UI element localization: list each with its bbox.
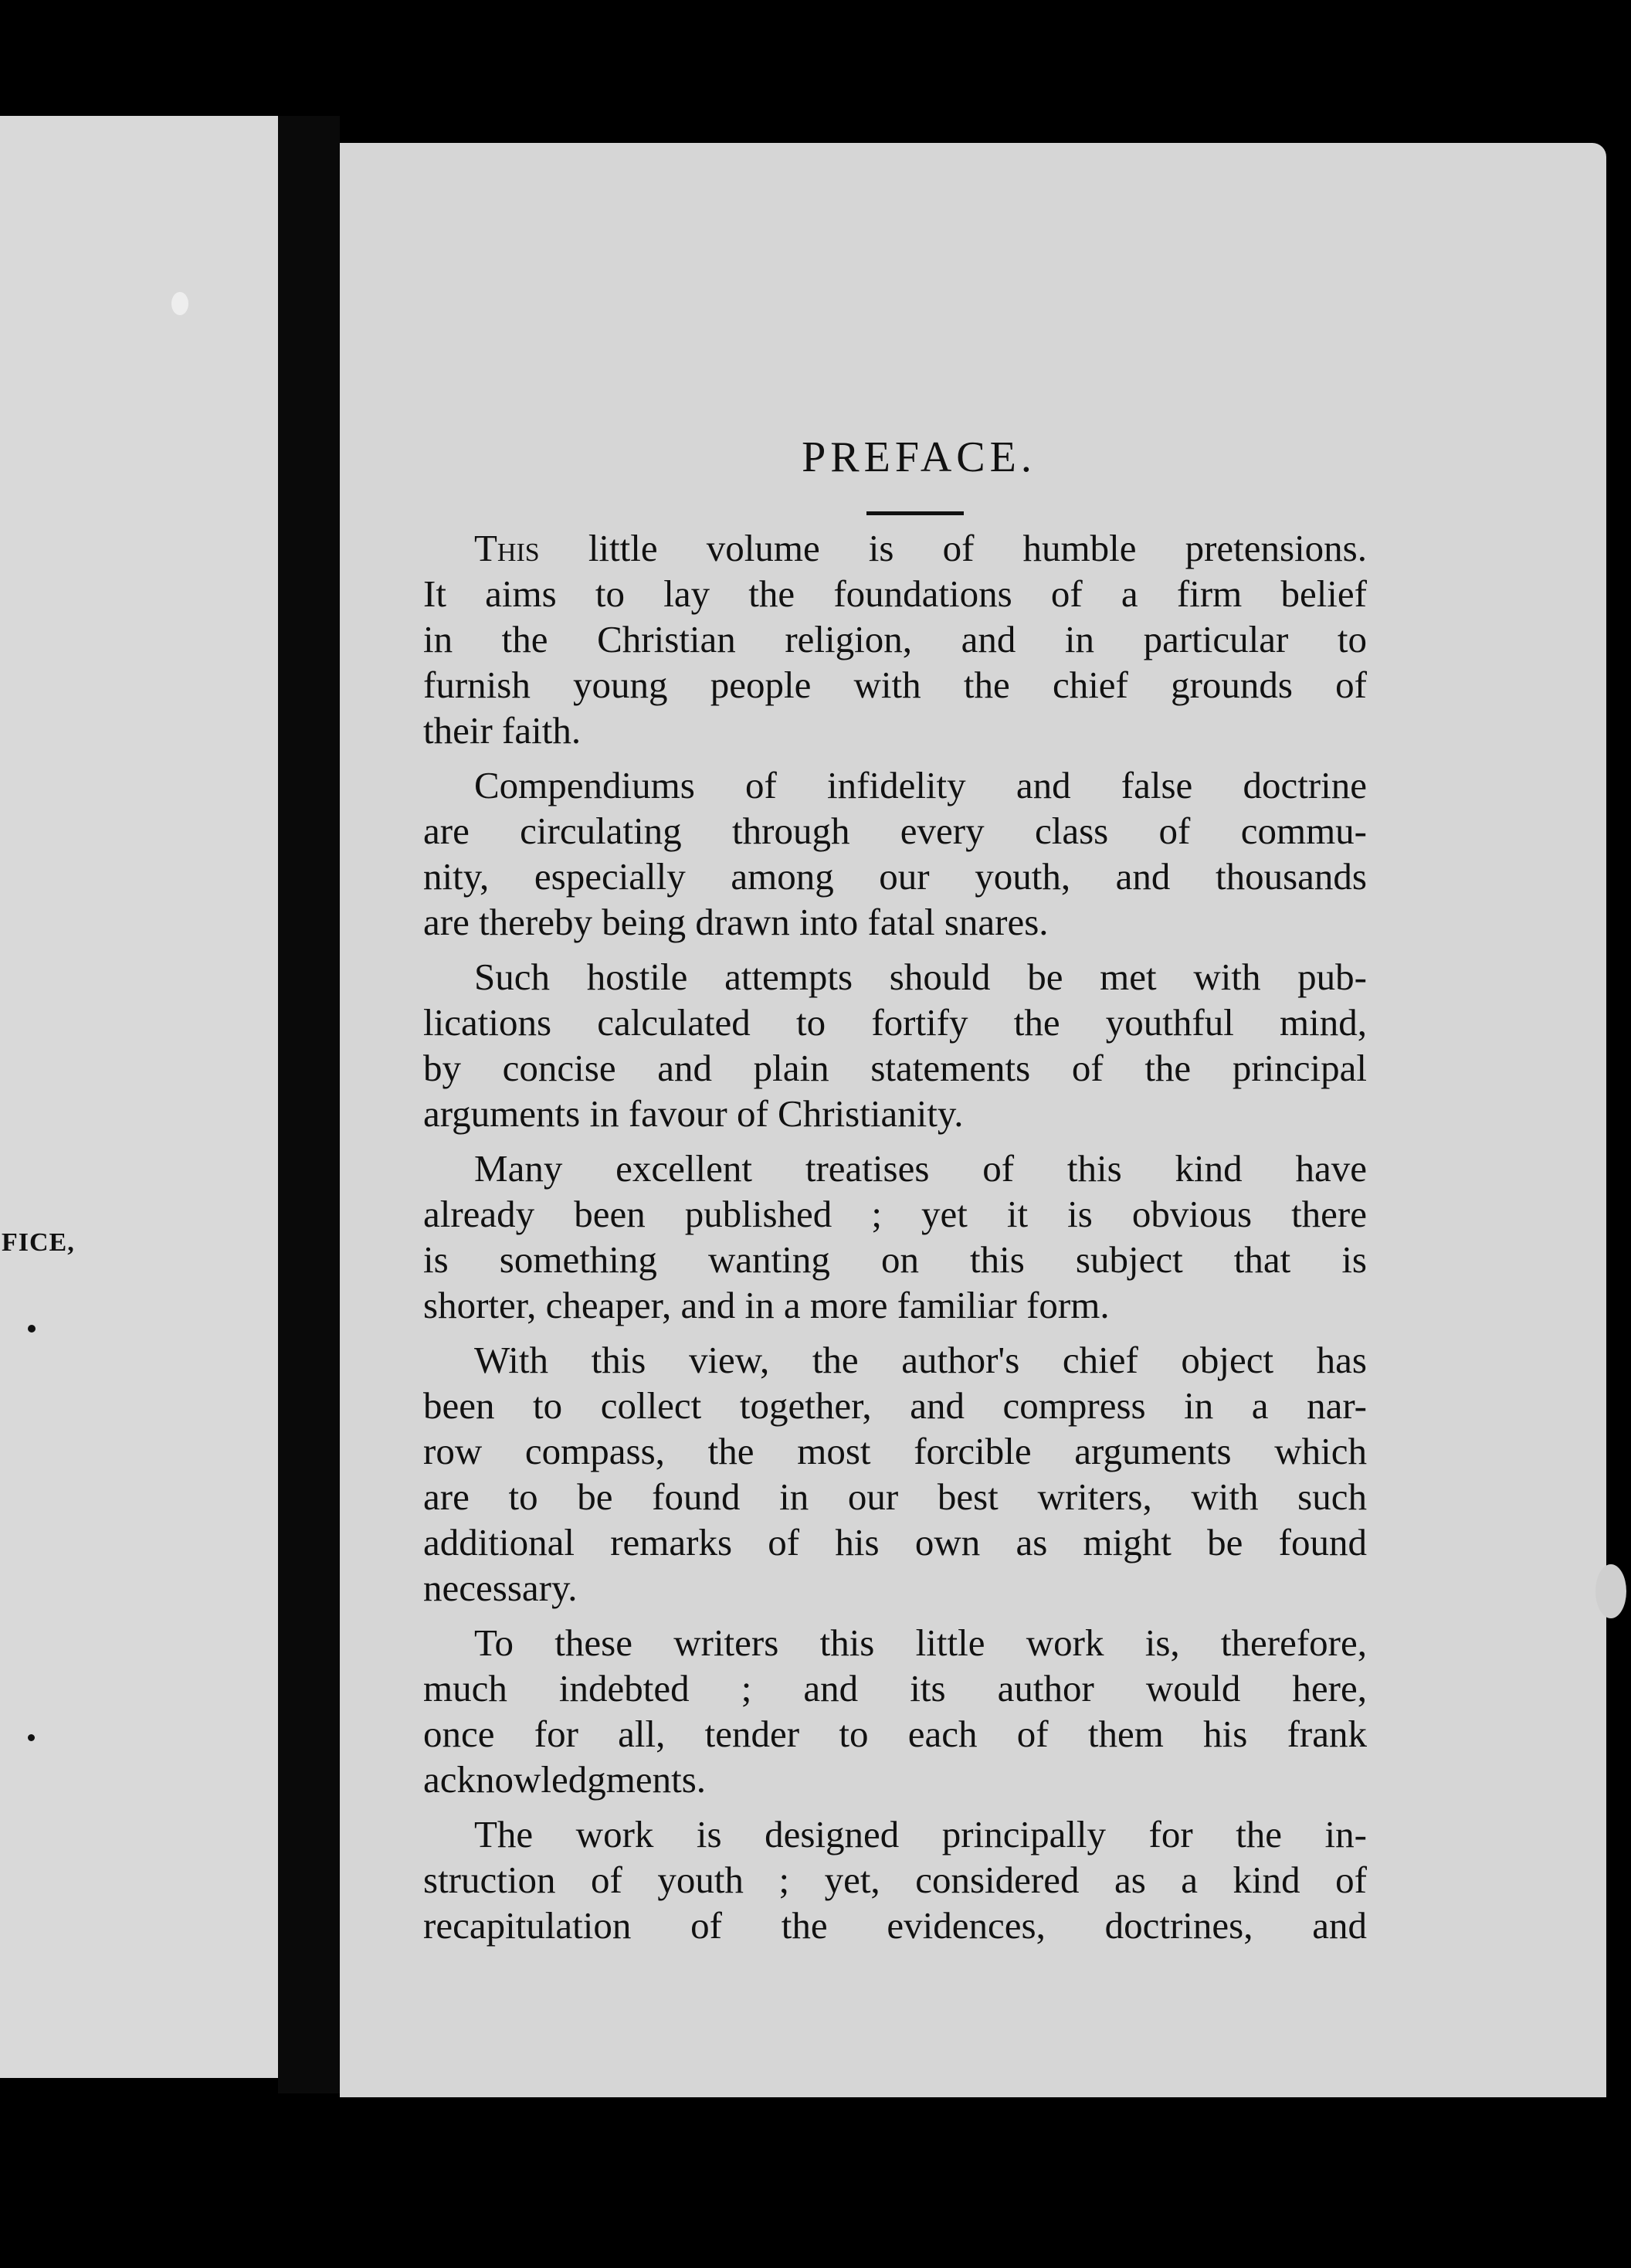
text-line: is something wanting on this subject that is bbox=[423, 1238, 1367, 1281]
text-line: With this view, the author's chief object has bbox=[474, 1339, 1367, 1381]
text-line: It aims to lay the foundations of a firm belief bbox=[423, 572, 1367, 615]
text-line: necessary. bbox=[423, 1567, 578, 1609]
paragraph-6 bbox=[423, 1620, 1367, 1802]
text-line: To these writers this little work is, therefore, bbox=[474, 1621, 1367, 1664]
book-gutter bbox=[278, 116, 340, 2093]
text-line: shorter, cheaper, and in a more familiar form. bbox=[423, 1284, 1110, 1326]
scan-speck bbox=[1595, 1564, 1626, 1618]
text-line: The work is designed principally for the in- bbox=[474, 1813, 1367, 1855]
lead-word: This bbox=[474, 527, 540, 569]
left-page bbox=[0, 116, 280, 2078]
left-page-speck bbox=[28, 1325, 36, 1333]
text-line: recapitulation of the evidences, doctrines, and bbox=[423, 1904, 1367, 1947]
left-page-speck bbox=[28, 1734, 35, 1741]
text-line: much indebted ; and its author would here, bbox=[423, 1667, 1367, 1709]
text-line: Many excellent treatises of this kind have bbox=[474, 1147, 1367, 1190]
text-line: additional remarks of his own as might be found bbox=[423, 1521, 1367, 1563]
text-line: acknowledgments. bbox=[423, 1758, 707, 1801]
title-rule bbox=[866, 511, 964, 515]
text-line: This little volume is of humble pretensions. bbox=[474, 527, 1367, 569]
text-line: lications calculated to fortify the youthful mind, bbox=[423, 1001, 1367, 1044]
text-line: in the Christian religion, and in particular to bbox=[423, 618, 1367, 660]
text-line: row compass, the most forcible arguments which bbox=[423, 1430, 1367, 1472]
text-line: arguments in favour of Christianity. bbox=[423, 1092, 964, 1135]
text-line: are circulating through every class of commu- bbox=[423, 810, 1367, 852]
text-line: Compendiums of infidelity and false doctrine bbox=[474, 764, 1367, 806]
text-line: are thereby being drawn into fatal snares. bbox=[423, 901, 1049, 943]
text-line: Such hostile attempts should be met with pub- bbox=[474, 956, 1367, 998]
page-title: PREFACE. bbox=[802, 433, 1036, 481]
left-page-fragment: FICE, bbox=[2, 1228, 75, 1257]
paragraph-3 bbox=[423, 954, 1367, 1136]
paragraph-4 bbox=[423, 1146, 1367, 1328]
paragraph-2 bbox=[423, 762, 1367, 945]
scan-speck bbox=[171, 292, 188, 315]
text-line: their faith. bbox=[423, 709, 582, 752]
paragraph-5 bbox=[423, 1337, 1367, 1611]
text-line: struction of youth ; yet, considered as a kind of bbox=[423, 1859, 1367, 1901]
text-line: are to be found in our best writers, with such bbox=[423, 1475, 1367, 1518]
text-line: once for all, tender to each of them his frank bbox=[423, 1713, 1367, 1755]
paragraph-1 bbox=[423, 525, 1367, 753]
paragraph-7 bbox=[423, 1811, 1367, 1948]
text-line: been to collect together, and compress in a nar- bbox=[423, 1384, 1367, 1427]
preface-body bbox=[423, 525, 1367, 1948]
text-line: nity, especially among our youth, and thousands bbox=[423, 855, 1367, 898]
text-line: furnish young people with the chief grounds of bbox=[423, 664, 1367, 706]
text-line: already been published ; yet it is obvious there bbox=[423, 1193, 1367, 1235]
text-line: by concise and plain statements of the principal bbox=[423, 1047, 1367, 1089]
